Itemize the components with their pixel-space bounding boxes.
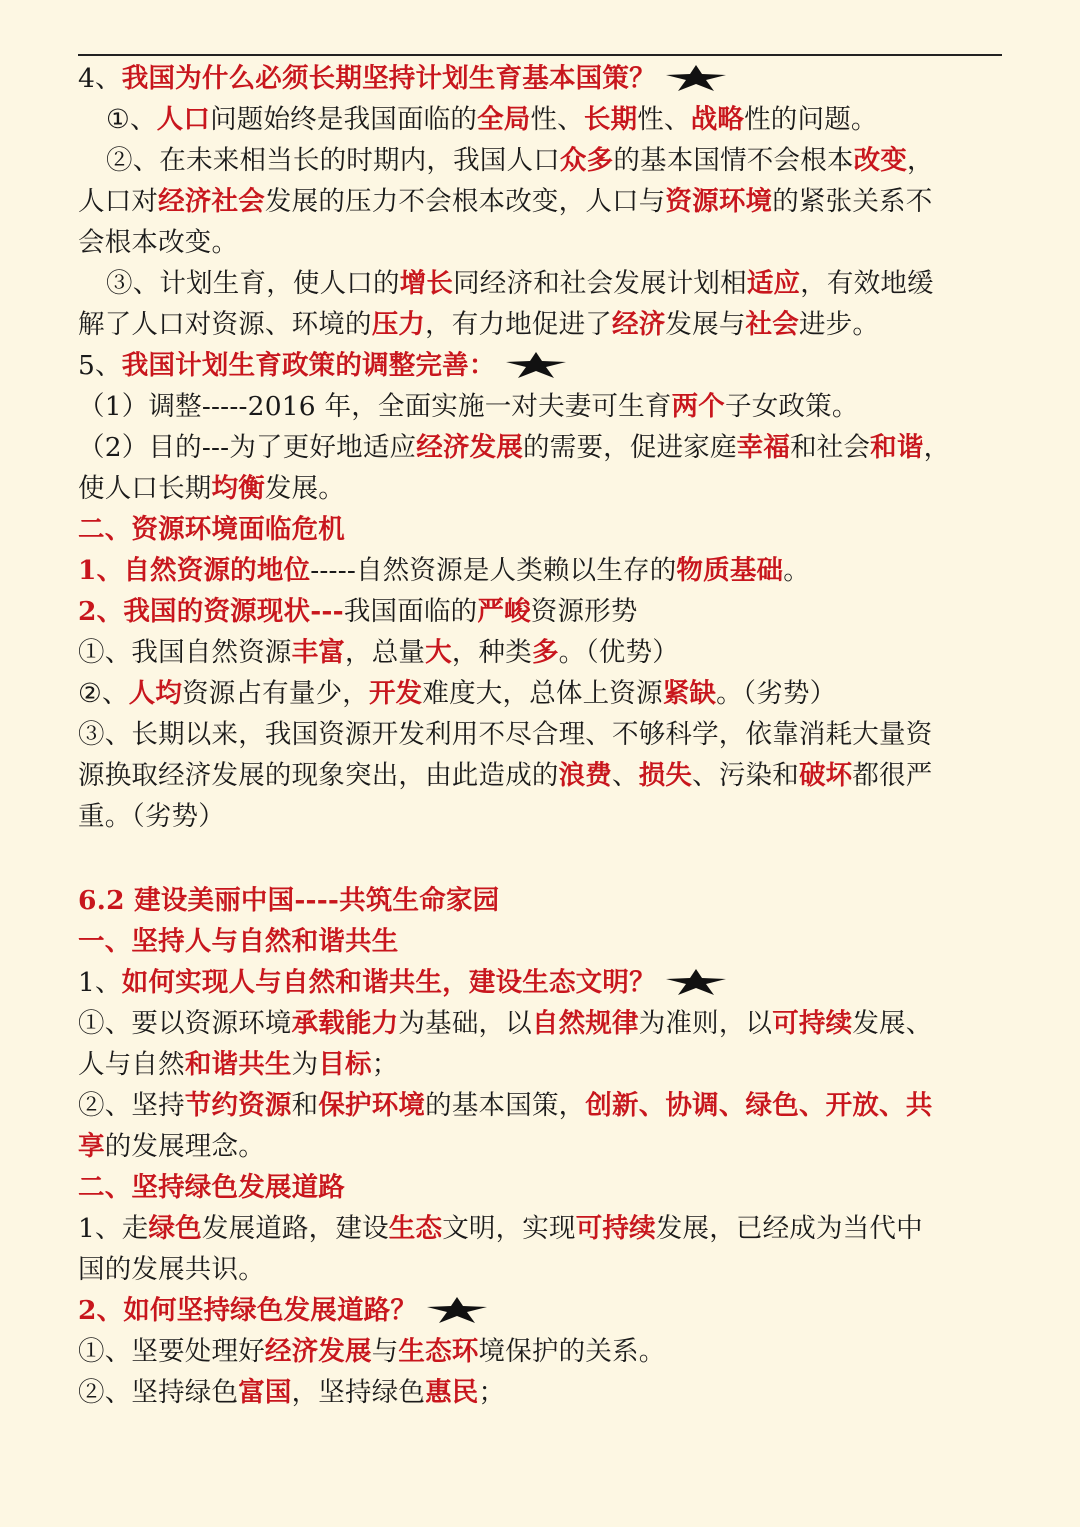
q5-heading [78, 345, 1004, 386]
keyword: 节约资源 [184, 1090, 292, 1121]
green-answer-2 [78, 1372, 1004, 1413]
text: -----自然资源是人类赖以生存的 [310, 555, 677, 586]
keyword: 物质基础 [676, 555, 784, 586]
keyword: 可持续 [575, 1213, 656, 1244]
q4-point-2-line-3: 会根本改变。 [78, 227, 239, 258]
keyword: 战略 [690, 104, 745, 135]
q4-number: 4、 [78, 63, 122, 94]
text: 的紧张关系不 [772, 186, 933, 217]
text: ，种类 [451, 637, 532, 668]
keyword: 改变 [853, 145, 908, 176]
text: ； [478, 1377, 506, 1408]
text: ，有效地缓 [800, 268, 934, 299]
text: 文明，实现 [442, 1213, 576, 1244]
star-icon [506, 352, 566, 378]
text: 。（劣势） [716, 678, 837, 709]
section-title-harmony: 一、坚持人与自然和谐共生 [78, 926, 399, 957]
q4-point-3-line-2 [78, 304, 1004, 345]
keyword: 紧缺 [662, 678, 717, 709]
top-divider [78, 54, 1002, 56]
text: 为 [291, 1049, 319, 1080]
text: （1）调整-----2016 年，全面实施一对夫妻可生育 [78, 391, 672, 422]
text: 子女政策。 [725, 391, 859, 422]
text: 与 [371, 1336, 399, 1367]
text: ②、坚持 [78, 1090, 185, 1121]
text: ①、我国自然资源 [78, 637, 292, 668]
text: 进步。 [798, 309, 880, 340]
q4-point-2-line-1 [78, 140, 1004, 181]
text: 发展道路，建设 [201, 1213, 389, 1244]
keyword: 绿色 [148, 1213, 202, 1244]
green-answer-1 [78, 1331, 1004, 1372]
keyword: 和谐共生 [184, 1049, 292, 1080]
section-title-green: 二、坚持绿色发展道路 [78, 1172, 345, 1203]
keyword: 全局 [477, 104, 531, 135]
green-item-1-line-2: 国的发展共识。 [78, 1254, 265, 1285]
text: 使人口长期 [78, 473, 212, 504]
text: 的发展理念。 [104, 1131, 265, 1162]
star-icon [666, 969, 726, 995]
keyword: 经济 [612, 309, 666, 340]
keyword: 均衡 [211, 473, 265, 504]
harmony-question [78, 962, 1004, 1003]
text: 问题始终是我国面临的 [210, 104, 478, 135]
keyword: 压力 [371, 309, 426, 340]
keyword: 多 [531, 637, 559, 668]
text: 都很严 [852, 760, 933, 791]
keyword: 目标 [318, 1049, 372, 1080]
text: 为准则，以 [638, 1008, 773, 1039]
keyword: 社会 [745, 309, 799, 340]
keyword: 经济发展 [264, 1336, 372, 1367]
text: 的基本国情不会根本 [613, 145, 854, 176]
text: 发展，已经成为当代中 [655, 1213, 923, 1244]
text: 的基本国策， [425, 1090, 586, 1121]
keyword: 丰富 [291, 637, 346, 668]
keyword: 创新、协调、绿色、开放、共 [585, 1090, 933, 1121]
text: ， [907, 145, 934, 176]
resources-point-3-line-3: 重。（劣势） [78, 801, 225, 832]
text: 资源占有量少， [182, 678, 369, 709]
text: ，有力地促进了 [425, 309, 613, 340]
keyword: 自然规律 [531, 1008, 639, 1039]
text: 发展、 [852, 1008, 933, 1039]
text: ； [371, 1049, 399, 1080]
text: 源换取经济发展的现象突出，由此造成的 [78, 760, 559, 791]
keyword: 大 [425, 637, 452, 668]
text: 同经济和社会发展计划相 [453, 268, 747, 299]
green-item-1-line-1 [78, 1208, 1004, 1249]
text: 、 [612, 760, 639, 791]
text: ①、要以资源环境 [78, 1008, 292, 1039]
content [78, 58, 1004, 1413]
text: ①、 [106, 104, 157, 135]
harmony-answer-2-line-2 [78, 1126, 1004, 1167]
keyword: 富国 [238, 1377, 292, 1408]
text: 我国面临的 [343, 596, 478, 627]
text: ②、坚持绿色 [78, 1377, 239, 1408]
text: （2）目的---为了更好地适应 [78, 432, 417, 463]
text: 。（优势） [558, 637, 679, 668]
q5-item-1 [78, 386, 1004, 427]
text: 和 [291, 1090, 319, 1121]
resources-point-1 [78, 632, 1004, 673]
q5-title: 我国计划生育政策的调整完善： [121, 350, 496, 381]
harmony-answer-1-line-2 [78, 1044, 1004, 1085]
keyword: 保护环境 [318, 1090, 426, 1121]
text: 性的问题。 [744, 104, 878, 135]
text: 发展的压力不会根本改变，人口与 [264, 186, 666, 217]
resources-point-2 [78, 673, 1004, 714]
text: ③、计划生育，使人口的 [106, 268, 400, 299]
keyword: 两个 [671, 391, 726, 422]
keyword: 1、自然资源的地位 [78, 555, 311, 586]
text: 性、 [637, 104, 691, 135]
text: ②、 [78, 678, 129, 709]
text: 发展。 [264, 473, 346, 504]
q4-title: 我国为什么必须长期坚持计划生育基本国策？ [121, 63, 656, 94]
keyword: 破坏 [798, 760, 853, 791]
keyword: 承载能力 [291, 1008, 399, 1039]
text: 境保护的关系。 [478, 1336, 666, 1367]
keyword: 幸福 [736, 432, 791, 463]
keyword: 2、如何坚持绿色发展道路？ [78, 1295, 418, 1326]
text: ①、坚要处理好 [78, 1336, 265, 1367]
resources-item-1 [78, 550, 1004, 591]
q4-point-3-line-1 [78, 263, 1004, 304]
keyword: 生态环 [398, 1336, 479, 1367]
text: 解了人口对资源、环境的 [78, 309, 372, 340]
green-question [78, 1290, 1004, 1331]
text: 1、 [78, 967, 122, 998]
text: 、污染和 [692, 760, 799, 791]
keyword: 经济社会 [158, 186, 265, 217]
text: ，坚持绿色 [291, 1377, 426, 1408]
section-title-resources: 二、资源环境面临危机 [78, 514, 345, 545]
keyword: 生态 [388, 1213, 443, 1244]
text: 和社会 [790, 432, 871, 463]
keyword: 和谐 [870, 432, 924, 463]
keyword: 享 [78, 1131, 105, 1162]
keyword: 损失 [638, 760, 693, 791]
q4-point-1 [78, 99, 1004, 140]
star-icon [666, 65, 726, 91]
keyword: 如何实现人与自然和谐共生，建设生态文明？ [121, 967, 656, 998]
harmony-answer-2-line-1 [78, 1085, 1004, 1126]
star-icon [427, 1297, 487, 1323]
text: 人口对 [78, 186, 159, 217]
keyword: 严峻 [477, 596, 531, 627]
q5-number: 5、 [78, 350, 122, 381]
text: 资源形势 [530, 596, 638, 627]
text: 。 [783, 555, 810, 586]
keyword: 2、我国的资源现状--- [78, 596, 344, 627]
text: 发展与 [665, 309, 746, 340]
keyword: 浪费 [558, 760, 613, 791]
text: 为基础，以 [398, 1008, 532, 1039]
text: 1、走 [78, 1213, 149, 1244]
resources-point-3-line-1: ③、长期以来，我国资源开发利用不尽合理、不够科学，依靠消耗大量资 [78, 719, 933, 750]
harmony-answer-1-line-1 [78, 1003, 1004, 1044]
spacer [78, 837, 1004, 880]
resources-item-2 [78, 591, 1004, 632]
keyword: 经济发展 [416, 432, 524, 463]
keyword: 开发 [368, 678, 423, 709]
keyword: 人口 [156, 104, 211, 135]
q5-item-2-line-2 [78, 468, 1004, 509]
chapter-title: 6.2 建设美丽中国----共筑生命家园 [78, 885, 500, 916]
q4-point-2-line-2 [78, 181, 1004, 222]
keyword: 增长 [399, 268, 454, 299]
q4-heading [78, 58, 1004, 99]
keyword: 人均 [128, 678, 183, 709]
resources-point-3-line-2 [78, 755, 1004, 796]
text: 难度大，总体上资源 [422, 678, 663, 709]
text: ，总量 [345, 637, 426, 668]
keyword: 适应 [746, 268, 801, 299]
text: 性、 [530, 104, 584, 135]
text: ②、在未来相当长的时期内，我国人口 [106, 145, 560, 176]
keyword: 众多 [559, 145, 614, 176]
text: ， [923, 432, 951, 463]
keyword: 惠民 [425, 1377, 479, 1408]
text: 的需要，促进家庭 [523, 432, 737, 463]
text: 人与自然 [78, 1049, 185, 1080]
q5-item-2-line-1 [78, 427, 1004, 468]
keyword: 可持续 [772, 1008, 853, 1039]
keyword: 长期 [583, 104, 638, 135]
keyword: 资源环境 [665, 186, 773, 217]
